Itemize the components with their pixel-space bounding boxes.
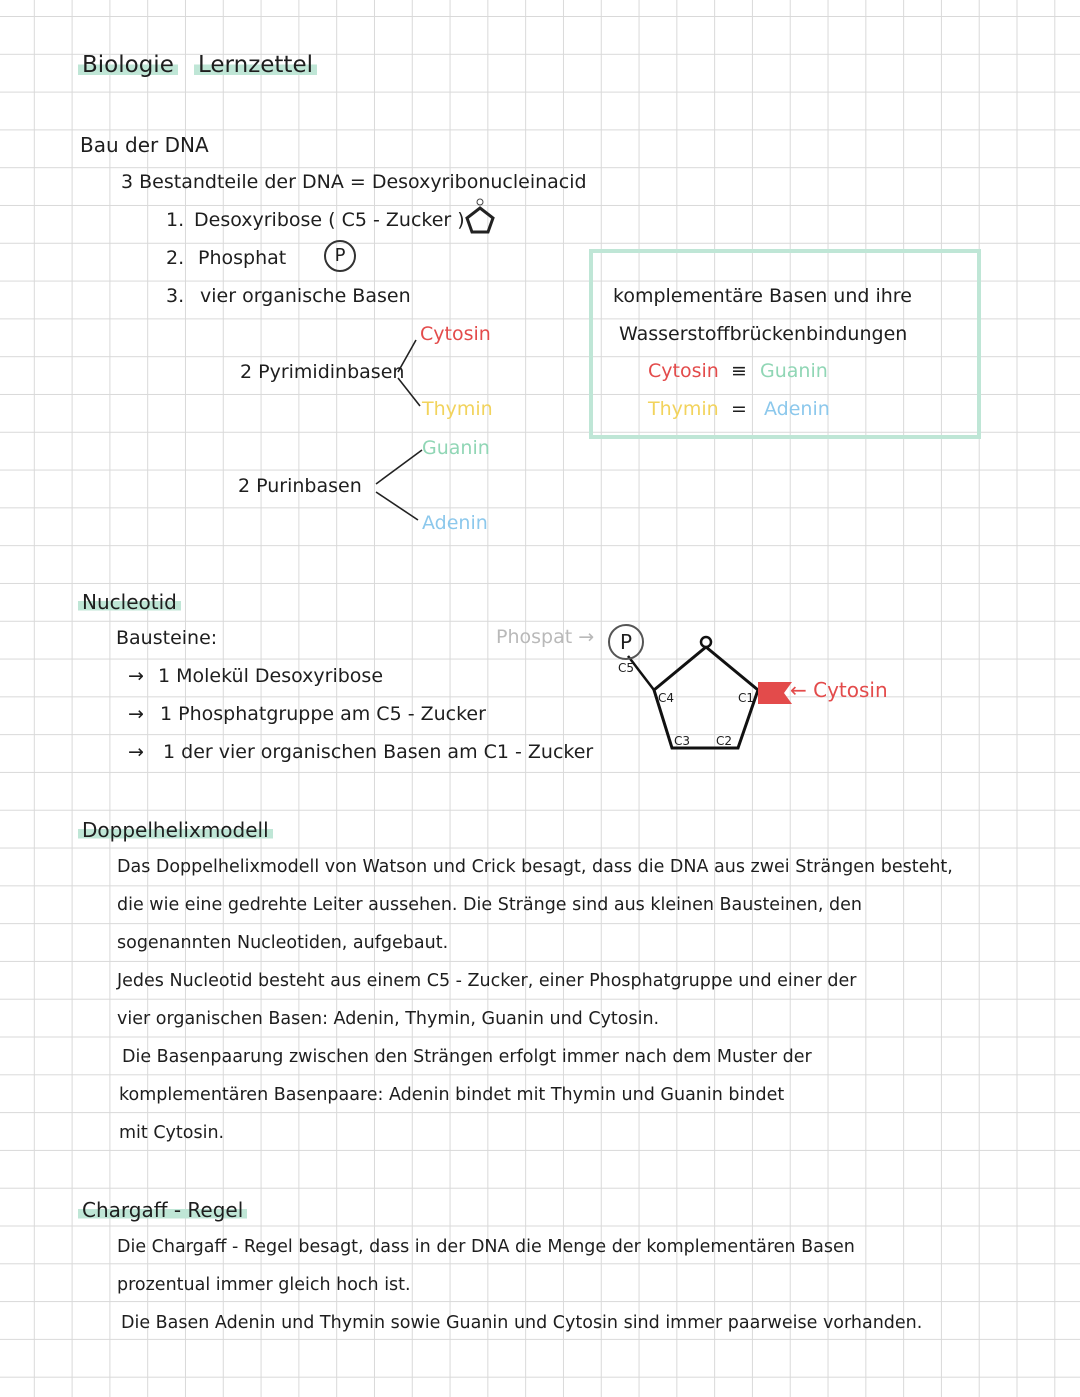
doppel-line-2: die wie eine gedrehte Leiter aussehen. Die Stränge sind aus kleinen Bausteinen, den [117,895,862,915]
base-thymin: Thymin [422,398,493,420]
chargaff-line-1: Die Chargaff - Regel besagt, dass in der DNA die Menge der komplementären Basen [117,1237,855,1257]
doppel-line-3: sogenannten Nucleotiden, aufgebaut. [117,933,449,953]
bullet-arrow-icon: → [128,703,144,725]
pair1-right: Guanin [760,360,828,382]
base-adenin: Adenin [422,512,488,534]
c1-label: C1 [738,691,755,705]
bullet-phosphatgruppe: 1 Phosphatgruppe am C5 - Zucker [160,703,486,725]
pair2-right: Adenin [764,398,830,420]
chargaff-line-2: prozentual immer gleich hoch ist. [117,1275,411,1295]
list-item-desoxyribose: Desoxyribose ( C5 - Zucker ) [194,209,465,231]
bau-intro: 3 Bestandteile der DNA = Desoxyribonucleinacid [121,171,587,193]
chargaff-line-3: Die Basen Adenin und Thymin sowie Guanin und Cytosin sind immer paarweise vorhanden. [121,1313,923,1333]
doppel-line-6: Die Basenpaarung zwischen den Strängen erfolgt immer nach dem Muster der [122,1047,812,1067]
page-title-left: Biologie [78,54,178,77]
section-heading-nucleotid: Nucleotid [78,592,181,612]
cytosin-base-label: ← Cytosin [790,678,888,702]
doppel-line-4: Jedes Nucleotid besteht aus einem C5 - Zucker, einer Phosphatgruppe und einer der [117,971,857,991]
pair1-left: Cytosin [648,360,719,382]
base-guanin: Guanin [422,437,490,459]
section-heading-chargaff: Chargaff - Regel [78,1200,247,1220]
list-item-basen: vier organische Basen [200,285,411,307]
phospat-label: Phospat → [496,626,595,648]
list-num-3: 3. [166,285,185,307]
doppel-line-7: komplementären Basenpaare: Adenin bindet mit Thymin und Guanin bindet [119,1085,785,1105]
list-num-2: 2. [166,247,185,269]
c2-label: C2 [716,734,733,748]
doppel-line-1: Das Doppelhelixmodell von Watson und Crick besagt, dass die DNA aus zwei Strängen besteht, [117,857,953,877]
section-heading-bau: Bau der DNA [80,133,209,157]
bullet-base: 1 der vier organischen Basen am C1 - Zucker [163,741,594,763]
c3-label: C3 [674,734,691,748]
box-line-2: Wasserstoffbrückenbindungen [619,323,908,345]
phosphat-symbol: P [324,240,356,272]
pair2-bond: = [731,398,747,420]
purin-label: 2 Purinbasen [238,475,362,497]
section-heading-doppelhelix: Doppelhelixmodell [78,820,273,840]
list-item-phosphat: Phosphat [198,247,287,269]
pair1-bond: ≡ [731,360,747,382]
c4-label: C4 [658,691,675,705]
doppel-line-8: mit Cytosin. [119,1123,225,1143]
bullet-desoxyribose: 1 Molekül Desoxyribose [158,665,384,687]
c5-label: C5 [618,661,635,675]
base-cytosin: Cytosin [420,323,491,345]
bullet-arrow-icon: → [128,665,144,687]
box-line-1: komplementäre Basen und ihre [613,285,912,307]
pyrimidin-label: 2 Pyrimidinbasen [240,361,405,383]
pair2-left: Thymin [648,398,719,420]
phosphate-p-circle: P [608,624,644,660]
page-title-right: Lernzettel [194,54,317,77]
doppel-line-5: vier organischen Basen: Adenin, Thymin, Guanin und Cytosin. [117,1009,660,1029]
list-num-1: 1. [166,209,185,231]
bausteine-label: Bausteine: [116,627,218,649]
bullet-arrow-icon: → [128,741,144,763]
